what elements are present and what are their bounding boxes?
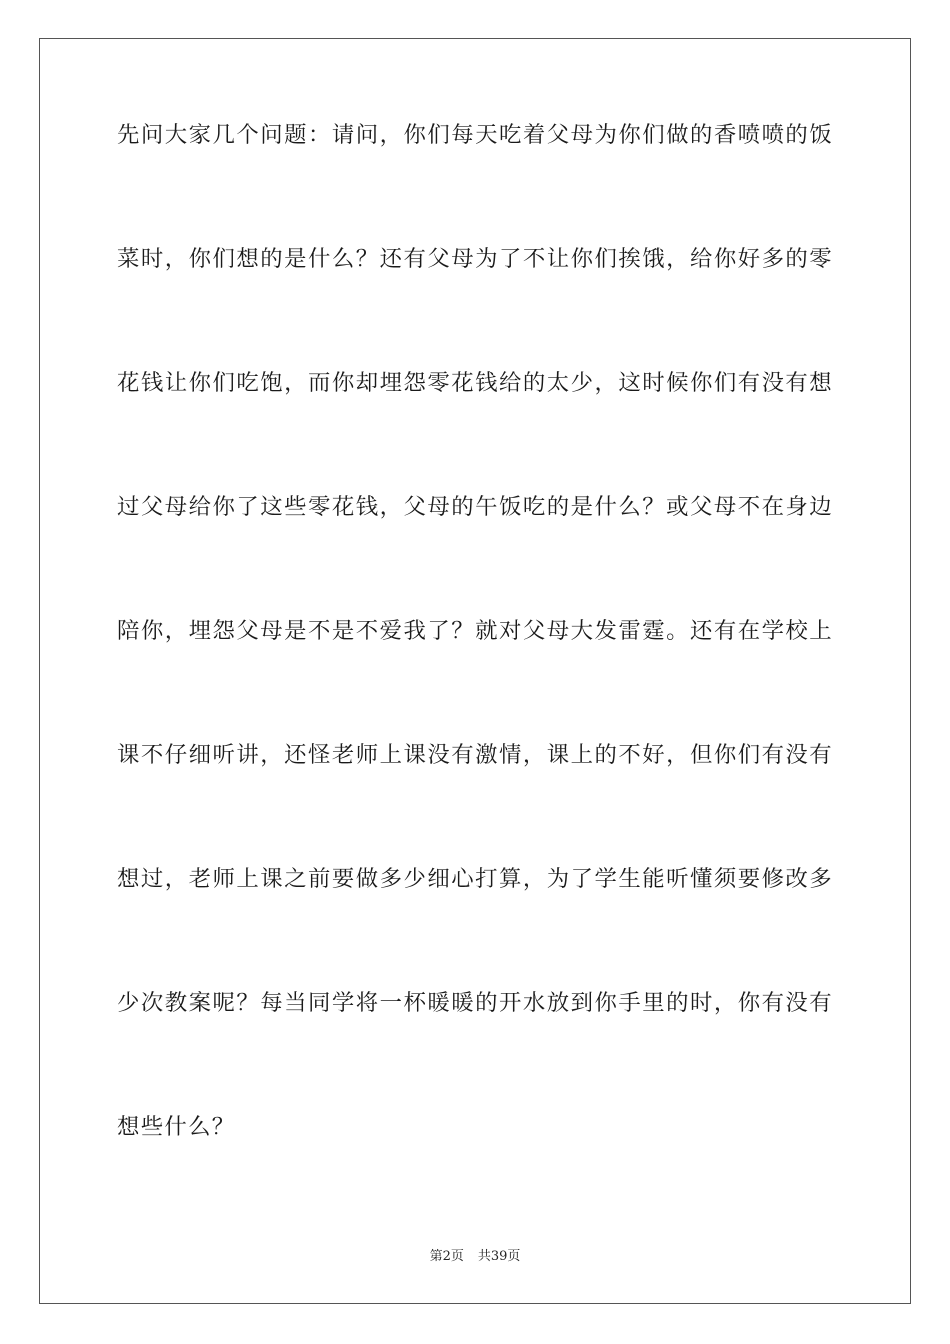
text-line-last: 想些什么？ xyxy=(117,1114,236,1140)
text-line: 菜时，你们想的是什么？还有父母为了不让你们挨饿，给你好多的零 xyxy=(117,246,833,272)
text-line: 花钱让你们吃饱，而你却埋怨零花钱给的太少，这时候你们有没有想 xyxy=(117,370,833,396)
text-line: 课不仔细听讲，还怪老师上课没有激情，课上的不好，但你们有没有 xyxy=(117,742,833,768)
text-line: 过父母给你了这些零花钱，父母的午饭吃的是什么？或父母不在身边 xyxy=(117,494,833,520)
page-number: 第2页 xyxy=(429,1249,464,1264)
page-footer xyxy=(0,1248,950,1266)
total-pages: 共39页 xyxy=(477,1249,521,1264)
text-line: 少次教案呢？每当同学将一杯暖暖的开水放到你手里的时，你有没有 xyxy=(117,990,833,1016)
text-line: 陪你，埋怨父母是不是不爱我了？就对父母大发雷霆。还有在学校上 xyxy=(117,618,833,644)
text-line: 先问大家几个问题：请问，你们每天吃着父母为你们做的香喷喷的饭 xyxy=(117,122,833,148)
document-body xyxy=(117,123,833,1239)
text-line: 想过，老师上课之前要做多少细心打算，为了学生能听懂须要修改多 xyxy=(117,866,833,892)
